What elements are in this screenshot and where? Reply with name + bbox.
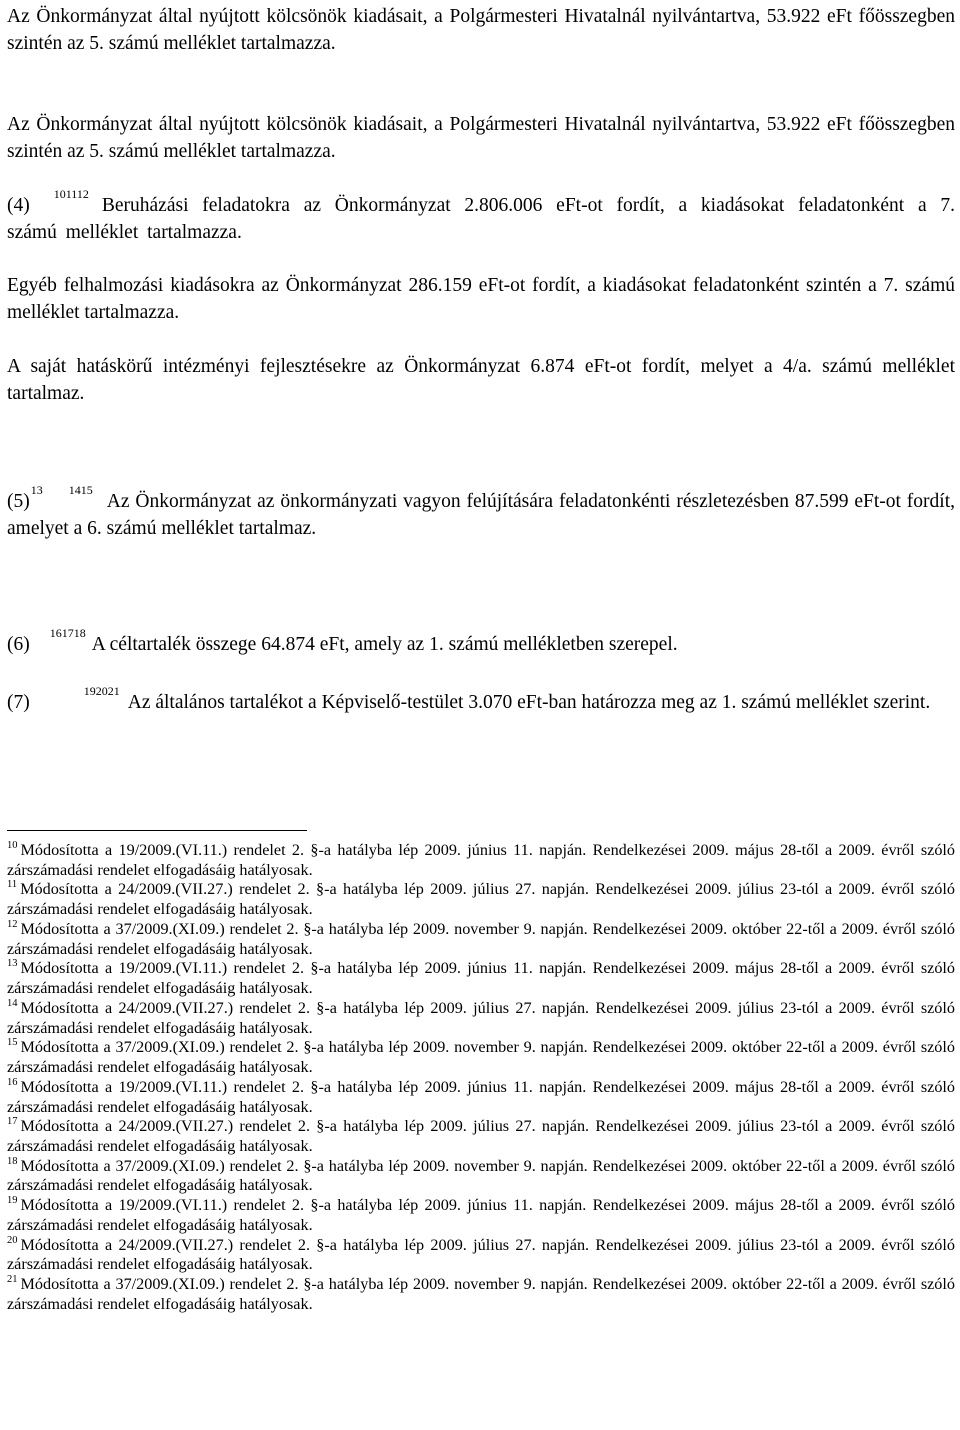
footnote-refs: 192021 bbox=[83, 684, 120, 698]
footnote-number: 21 bbox=[7, 1274, 18, 1286]
footnote-text: Módosította a 37/2009.(XI.09.) rendelet 2. §-a hatályba lép 2009. november 9. napján. Rendelkezései 2009. október 22-től a 2009. évről szóló zárszámadási rendelet elfogadásáig hatályosak. bbox=[7, 1275, 955, 1313]
footnote-number: 20 bbox=[7, 1234, 18, 1246]
footnote-number: 15 bbox=[7, 1037, 18, 1049]
footnote-ref: 13 bbox=[30, 483, 43, 497]
footnote-item bbox=[7, 1275, 955, 1314]
footnote-item bbox=[7, 1078, 955, 1117]
footnote-item bbox=[7, 1117, 955, 1156]
footnote-number: 13 bbox=[7, 958, 18, 970]
footnote-text: Módosította a 24/2009.(VII.27.) rendelet 2. §-a hatályba lép 2009. július 27. napján. Rendelkezései 2009. július 23-tól a 2009. évről szóló zárszámadási rendelet elfogadásáig hatályosak. bbox=[7, 880, 955, 919]
paragraph-text: Az Önkormányzat az önkormányzati vagyon felújítására feladatonkénti részletezésben 87.599 eFt-ot fordít, amelyet a 6. számú melléklet tartalmaz. bbox=[7, 491, 955, 539]
footnote-item bbox=[7, 841, 955, 880]
paragraph-text: A céltartalék összege 64.874 eFt, amely az 1. számú mellékletben szerepel. bbox=[91, 634, 678, 655]
paragraph-text: Beruházási feladatokra az Önkormányzat 2.806.006 eFt-ot fordít, a kiadásokat feladatonként a 7. számú melléklet tartalmazza. bbox=[7, 195, 955, 243]
section-number: (5) bbox=[7, 491, 30, 512]
footnote-item bbox=[7, 1236, 955, 1275]
footnote-text: Módosította a 37/2009.(XI.09.) rendelet 2. §-a hatályba lép 2009. november 9. napján. Rendelkezései 2009. október 22-től a 2009. évről szóló zárszámadási rendelet elfogadásáig hatályosak. bbox=[7, 919, 955, 958]
paragraph-6-reserve bbox=[7, 626, 955, 658]
footnote-number: 12 bbox=[7, 918, 18, 930]
footnote-number: 11 bbox=[7, 879, 18, 891]
footnote-text: Módosította a 37/2009.(XI.09.) rendelet 2. §-a hatályba lép 2009. november 9. napján. Rendelkezései 2009. október 22-től a 2009. évről szóló zárszámadási rendelet elfogadásáig hatályosak. bbox=[7, 1156, 955, 1195]
footnote-text: Módosította a 19/2009.(VI.11.) rendelet 2. §-a hatályba lép 2009. június 11. napján. Rendelkezései 2009. május 28-től a 2009. évről szóló zárszámadási rendelet elfogadásáig hatályosak. bbox=[7, 841, 955, 879]
footnote-refs: 1415 bbox=[68, 483, 93, 497]
footnote-item bbox=[7, 1157, 955, 1196]
footnote-number: 14 bbox=[7, 997, 18, 1009]
footnote-refs: 161718 bbox=[49, 626, 86, 640]
section-number: (6) bbox=[7, 634, 30, 655]
section-number: (7) bbox=[7, 692, 30, 713]
paragraph-own-development: A saját hatáskörű intézményi fejlesztésekre az Önkormányzat 6.874 eFt-ot fordít, melyet a 4/a. számú melléklet tartalmaz. bbox=[7, 356, 955, 404]
footnote-number: 16 bbox=[7, 1076, 18, 1088]
footnote-number: 19 bbox=[7, 1195, 18, 1207]
paragraph-text: Az általános tartalékot a Képviselő-testület 3.070 eFt-ban határozza meg az 1. számú melléklet szerint. bbox=[127, 692, 931, 713]
paragraph-loans-1: Az Önkormányzat által nyújtott kölcsönök kiadásait, a Polgármesteri Hivatalnál nyilvántartva, 53.922 eFt főösszegben szintén az 5. számú melléklet tartalmazza. bbox=[7, 6, 955, 54]
footnote-text: Módosította a 24/2009.(VII.27.) rendelet 2. §-a hatályba lép 2009. július 27. napján. Rendelkezései 2009. július 23-tól a 2009. évről szóló zárszámadási rendelet elfogadásáig hatályosak. bbox=[7, 998, 955, 1037]
paragraph-loans-2: Az Önkormányzat által nyújtott kölcsönök kiadásait, a Polgármesteri Hivatalnál nyilvántartva, 53.922 eFt főösszegben szintén az 5. számú melléklet tartalmazza. bbox=[7, 114, 955, 162]
footnote-item bbox=[7, 999, 955, 1038]
footnote-item bbox=[7, 920, 955, 959]
footnote-refs: 101112 bbox=[53, 187, 89, 201]
footnote-text: Módosította a 19/2009.(VI.11.) rendelet 2. §-a hatályba lép 2009. június 11. napján. Rendelkezései 2009. május 28-től a 2009. évről szóló zárszámadási rendelet elfogadásáig hatályosak. bbox=[7, 1196, 955, 1234]
footnote-item bbox=[7, 880, 955, 919]
footnote-text: Módosította a 19/2009.(VI.11.) rendelet 2. §-a hatályba lép 2009. június 11. napján. Rendelkezései 2009. május 28-től a 2009. évről szóló zárszámadási rendelet elfogadásáig hatályosak. bbox=[7, 959, 955, 998]
footnote-separator bbox=[7, 830, 307, 831]
footnote-number: 10 bbox=[7, 840, 18, 851]
footnote-item bbox=[7, 959, 955, 998]
paragraph-4-investments bbox=[7, 187, 955, 246]
footnote-text: Módosította a 37/2009.(XI.09.) rendelet 2. §-a hatályba lép 2009. november 9. napján. Rendelkezései 2009. október 22-től a 2009. évről szóló zárszámadási rendelet elfogadásáig hatályosak. bbox=[7, 1038, 955, 1077]
footnote-text: Módosította a 24/2009.(VII.27.) rendelet 2. §-a hatályba lép 2009. július 27. napján. Rendelkezései 2009. július 23-tól a 2009. évről szóló zárszámadási rendelet elfogadásáig hatályosak. bbox=[7, 1117, 955, 1155]
footnotes-list bbox=[7, 841, 955, 1315]
paragraph-5-renovation bbox=[7, 483, 955, 542]
footnote-item bbox=[7, 1038, 955, 1077]
footnote-text: Módosította a 24/2009.(VII.27.) rendelet 2. §-a hatályba lép 2009. július 27. napján. Rendelkezései 2009. július 23-tól a 2009. évről szóló zárszámadási rendelet elfogadásáig hatályosak. bbox=[7, 1235, 955, 1274]
footnote-item bbox=[7, 1196, 955, 1235]
footnote-number: 18 bbox=[7, 1155, 18, 1167]
paragraph-7-general-reserve bbox=[7, 684, 955, 716]
section-number: (4) bbox=[7, 195, 30, 216]
paragraph-other-accumulation: Egyéb felhalmozási kiadásokra az Önkormányzat 286.159 eFt-ot fordít, a kiadásokat feladatonként szintén a 7. számú melléklet tartalmazza. bbox=[7, 275, 955, 323]
footnote-text: Módosította a 19/2009.(VI.11.) rendelet 2. §-a hatályba lép 2009. június 11. napján. Rendelkezései 2009. május 28-től a 2009. évről szóló zárszámadási rendelet elfogadásáig hatályosak. bbox=[7, 1077, 955, 1116]
footnote-number: 17 bbox=[7, 1116, 18, 1128]
